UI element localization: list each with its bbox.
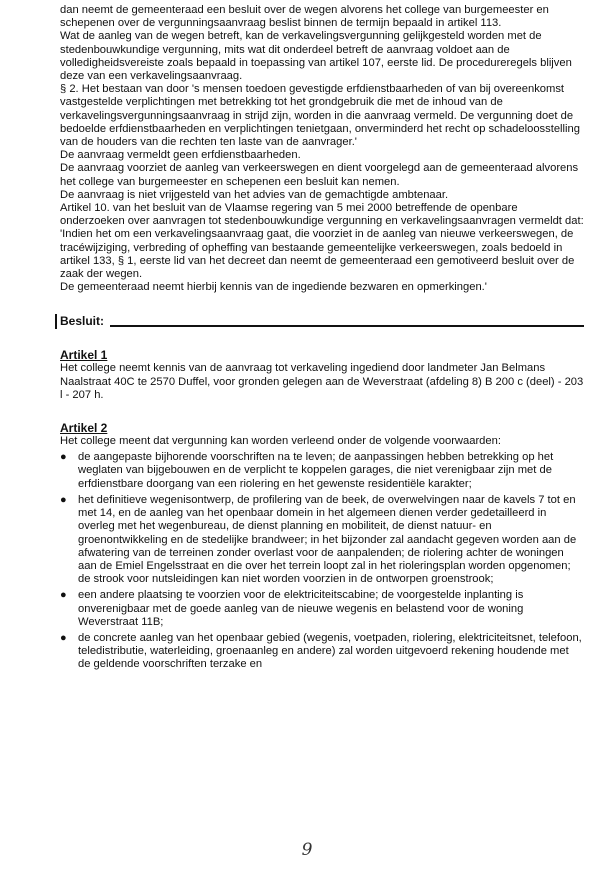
artikel-2: [60, 421, 584, 671]
conditions-list: [60, 451, 584, 671]
heading-marker: [55, 314, 57, 329]
paragraph: De aanvraag is niet vrijgesteld van het advies van de gemachtigde ambtenaar.: [60, 188, 449, 201]
paragraph: De aanvraag vermeldt geen erfdienstbaarheden.: [60, 149, 301, 162]
paragraph: § 2. Het bestaan van door 's mensen toedoen gevestigde erfdienstbaarheden of van bij overeenkomst vastgestelde verplichtingen met betrekking tot het grondgebruik die met de inhoud van de verkavelingsvergunningsaanvraag in strijd zijn, worden in die aanvraag vermeld. De vergunning doet de bedoelde erfdienstbaarheden en verplichtingen tenietgaan, onverminderd het recht op schadeloosstelling van de houders van die rechten ten laste van de aanvrager.': [60, 83, 580, 149]
artikel-1-title: Artikel 1: [60, 348, 108, 363]
condition-item: [60, 632, 584, 672]
condition-item: [60, 589, 584, 629]
paragraph: De aanvraag voorziet de aanleg van verkeerswegen en dient voorgelegd aan de gemeenteraad alvorens het college van burgemeester en schepenen een besluit kan nemen.: [60, 162, 579, 188]
page-number: 9: [301, 840, 313, 860]
heading-rule: [110, 325, 584, 327]
condition-text: de concrete aanleg van het openbaar gebied (wegenis, voetpaden, riolering, elektriciteitsnet, telefoon, teledistributie, waterleiding, groenaanleg en andere) zal worden uitgevoerd rekening houdende met de geldende voorschriften terzake en: [78, 631, 582, 671]
condition-text: het definitieve wegenisontwerp, de profilering van de beek, de overwelvingen naar de kavels 7 tot en met 14, en de aanleg van het openbaar domein in het algemeen dienen verder gedetailleerd in overleg met het wegenbureau, de dienst planning en mobiliteit, de dienst natuur- en groenontwikkeling en de stedelijke brandweer; in het bijzonder zal aandacht gegeven worden aan de afwatering van de terreinen zonder overlast voor de aanpalenden; de riolering achter de woningen aan de Emiel Engelsstraat en die over het terrein loopt zal in het rioleringsplan worden opgenomen; de strook voor nutsleidingen kan niet worden voorzien in de ontworpen groenstrook;: [78, 493, 577, 586]
bullet-icon: ●: [60, 631, 67, 644]
intro-text: [60, 4, 584, 294]
paragraph: Wat de aanleg van de wegen betreft, kan de verkavelingsvergunning gelijkgesteld worden met de stedenbouwkundige vergunning, mits wat dit onderdeel betreft de aanvraag voldoet aan de volledigheidsvereiste zoals bepaald in toepassing van artikel 107, eerste lid. De procedureregels blijven deze van een verkavelingsaanvraag.: [60, 30, 572, 83]
artikel-1-text: Het college neemt kennis van de aanvraag tot verkaveling ingediend door landmeter Jan Belmans Naalstraat 40C te 2570 Duffel, voor gronden gelegen aan de Weverstraat (afdeling 8) B 200 c (deel) - 203 l - 207 h.: [60, 362, 584, 401]
paragraph: dan neemt de gemeenteraad een besluit over de wegen alvorens het college van burgemeester en schepenen over de vergunningsaanvraag beslist binnen de termijn bepaald in artikel 113.: [60, 4, 549, 30]
besluit-heading: [60, 313, 584, 329]
artikel-1: [60, 348, 584, 402]
bullet-icon: ●: [60, 589, 67, 602]
artikel-2-title: Artikel 2: [60, 421, 108, 436]
paragraph: De gemeenteraad neemt hierbij kennis van de ingediende bezwaren en opmerkingen.': [60, 281, 487, 294]
artikel-2-lead: Het college meent dat vergunning kan worden verleend onder de volgende voorwaarden:: [60, 435, 501, 448]
condition-text: een andere plaatsing te voorzien voor de elektriciteitscabine; de voorgestelde inplanting is onverenigbaar met de goede aanleg van de nieuwe wegenis en belastend voor de woning Weverstraat 11B;: [78, 589, 524, 628]
paragraph: Artikel 10. van het besluit van de Vlaamse regering van 5 mei 2000 betreffende de openbare onderzoeken over aanvragen tot stedenbouwkundige vergunning en verkavelingsaanvragen vermeldt dat:: [60, 202, 584, 228]
bullet-icon: ●: [60, 493, 67, 506]
besluit-title: Besluit:: [60, 313, 105, 328]
condition-text: de aangepaste bijhorende voorschriften na te leven; de aanpassingen hebben betrekking op het weglaten van bijgebouwen en de verplicht te koppelen garages, die niet verenigbaar zijn met de erfdienstbare doorgang van een riolering en het gewenste residentiële karakter;: [78, 451, 554, 490]
condition-item: [60, 494, 584, 586]
paragraph: 'Indien het om een verkavelingsaanvraag gaat, die voorziet in de aanleg van nieuwe verkeerswegen, de tracéwijziging, verbreding of opheffing van bestaande gemeentelijke verkeerswegen, zoals bedoeld in artikel 133, § 1, eerste lid van het decreet dan neemt de gemeenteraad een gemotiveerd besluit over de zaak der wegen.: [60, 228, 575, 281]
condition-item: [60, 451, 584, 491]
bullet-icon: ●: [60, 451, 67, 464]
